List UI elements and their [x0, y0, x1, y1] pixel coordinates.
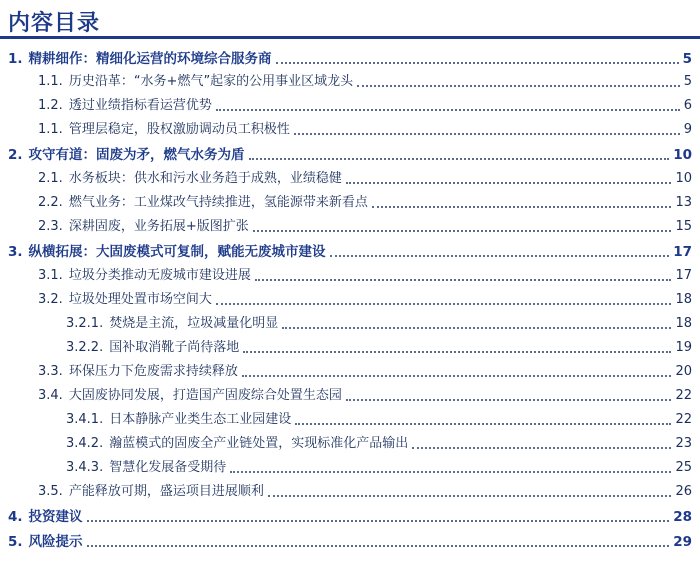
- entry-number: 3.4.2.: [66, 436, 104, 451]
- dot-leader: [243, 351, 671, 353]
- entry-page: 5: [682, 51, 692, 67]
- dot-leader: [230, 471, 671, 473]
- entry-page: 19: [675, 340, 692, 355]
- entry-page: 26: [675, 484, 692, 499]
- entry-page: 6: [683, 98, 692, 113]
- entry-page: 10: [675, 171, 692, 186]
- toc-entry[interactable]: [0, 503, 700, 525]
- entry-number: 1.: [8, 51, 23, 67]
- dot-leader: [268, 495, 672, 497]
- toc-entry[interactable]: [0, 213, 700, 235]
- entry-title: 日本静脉产业类生态工业园建设: [109, 412, 292, 427]
- page-title: 内容目录: [8, 10, 101, 36]
- dot-leader: [87, 545, 670, 547]
- entry-page: 28: [673, 509, 692, 525]
- toc-entry[interactable]: [0, 358, 700, 380]
- entry-page: 20: [675, 364, 692, 379]
- toc-entry[interactable]: [0, 310, 700, 332]
- entry-title: 纵横拓展：大固废模式可复制，赋能无废城市建设: [28, 244, 326, 260]
- entry-page: 15: [675, 219, 692, 234]
- toc-entry[interactable]: [0, 92, 700, 114]
- entry-title: 深耕固废，业务拓展+版图扩张: [68, 219, 249, 234]
- entry-title: 水务板块：供水和污水业务趋于成熟，业绩稳健: [68, 171, 342, 186]
- entry-number: 3.5.: [38, 484, 63, 499]
- entry-number: 3.2.2.: [66, 340, 104, 355]
- entry-title: 国补取消靴子尚待落地: [109, 340, 240, 355]
- toc-entry[interactable]: [0, 478, 700, 500]
- entry-page: 22: [675, 388, 692, 403]
- dot-leader: [357, 85, 680, 87]
- entry-number: 1.1.: [38, 122, 63, 137]
- entry-number: 3.4.: [38, 388, 63, 403]
- entry-number: 3.3.: [38, 364, 63, 379]
- entry-number: 1.1.: [38, 74, 63, 89]
- entry-title: 焚烧是主流，垃圾减量化明显: [109, 316, 279, 331]
- entry-number: 3.2.1.: [66, 316, 104, 331]
- dot-leader: [249, 158, 670, 160]
- entry-title: 燃气业务：工业煤改气持续推进，氢能源带来新看点: [68, 195, 368, 210]
- entry-number: 2.1.: [38, 171, 63, 186]
- toc-entry[interactable]: [0, 454, 700, 476]
- dot-leader: [216, 303, 672, 305]
- toc-entry[interactable]: [0, 68, 700, 90]
- toc-entry[interactable]: [0, 430, 700, 452]
- toc-entry[interactable]: [0, 116, 700, 138]
- dot-leader: [87, 520, 670, 522]
- entry-title: 环保压力下危废需求持续释放: [68, 364, 238, 379]
- dot-leader: [282, 327, 671, 329]
- dot-leader: [276, 62, 679, 64]
- entry-number: 2.2.: [38, 195, 63, 210]
- entry-number: 3.4.1.: [66, 412, 104, 427]
- entry-page: 9: [683, 122, 692, 137]
- entry-title: 投资建议: [28, 509, 83, 525]
- dot-leader: [295, 423, 671, 425]
- entry-title: 风险提示: [28, 534, 83, 550]
- dot-leader: [372, 206, 672, 208]
- entry-page: 22: [675, 412, 692, 427]
- entry-title: 垃圾分类推动无废城市建设进展: [68, 268, 251, 283]
- dot-leader: [294, 133, 680, 135]
- entry-number: 3.: [8, 244, 23, 260]
- dot-leader: [242, 375, 672, 377]
- dot-leader: [346, 399, 672, 401]
- entry-page: 23: [675, 436, 692, 451]
- dot-leader: [330, 255, 670, 257]
- toc-entry[interactable]: [0, 45, 700, 67]
- entry-title: 垃圾处理处置市场空间大: [68, 292, 212, 307]
- entry-title: 产能释放可期，盛运项目进展顺利: [68, 484, 264, 499]
- dot-leader: [253, 230, 672, 232]
- toc-entry[interactable]: [0, 141, 700, 163]
- entry-number: 1.2.: [38, 98, 63, 113]
- dot-leader: [216, 109, 680, 111]
- entry-title: 大固废协同发展，打造国产固废综合处置生态园: [68, 388, 342, 403]
- entry-page: 10: [673, 147, 692, 163]
- entry-number: 3.2.: [38, 292, 63, 307]
- entry-number: 2.: [8, 147, 23, 163]
- dot-leader: [412, 447, 671, 449]
- toc-entry[interactable]: [0, 165, 700, 187]
- entry-page: 18: [675, 292, 692, 307]
- toc-entry[interactable]: [0, 286, 700, 308]
- toc-entry[interactable]: [0, 334, 700, 356]
- entry-number: 2.3.: [38, 219, 63, 234]
- dot-leader: [346, 182, 672, 184]
- entry-title: 历史沿革：“水务+燃气”起家的公用事业区域龙头: [68, 74, 354, 89]
- entry-number: 5.: [8, 534, 23, 550]
- entry-page: 17: [675, 268, 692, 283]
- entry-page: 25: [675, 460, 692, 475]
- entry-title: 透过业绩指标看运营优势: [68, 98, 212, 113]
- toc-entry[interactable]: [0, 382, 700, 404]
- entry-page: 29: [673, 534, 692, 550]
- entry-page: 13: [675, 195, 692, 210]
- entry-page: 5: [683, 74, 692, 89]
- entry-number: 3.1.: [38, 268, 63, 283]
- entry-title: 精耕细作：精细化运营的环境综合服务商: [28, 51, 272, 67]
- entry-title: 智慧化发展备受期待: [109, 460, 227, 475]
- toc-entry[interactable]: [0, 189, 700, 211]
- toc-entry[interactable]: [0, 262, 700, 284]
- entry-page: 18: [675, 316, 692, 331]
- entry-title: 攻守有道：固废为矛，燃气水务为盾: [28, 147, 245, 163]
- entry-title: 瀚蓝模式的固废全产业链处置，实现标准化产品输出: [109, 436, 409, 451]
- toc-entry[interactable]: [0, 406, 700, 428]
- toc-entry[interactable]: [0, 238, 700, 260]
- toc-entry[interactable]: [0, 528, 700, 550]
- entry-page: 17: [673, 244, 692, 260]
- title-rule: [0, 36, 700, 39]
- entry-number: 4.: [8, 509, 23, 525]
- entry-number: 3.4.3.: [66, 460, 104, 475]
- dot-leader: [255, 279, 672, 281]
- entry-title: 管理层稳定，股权激励调动员工积极性: [68, 122, 290, 137]
